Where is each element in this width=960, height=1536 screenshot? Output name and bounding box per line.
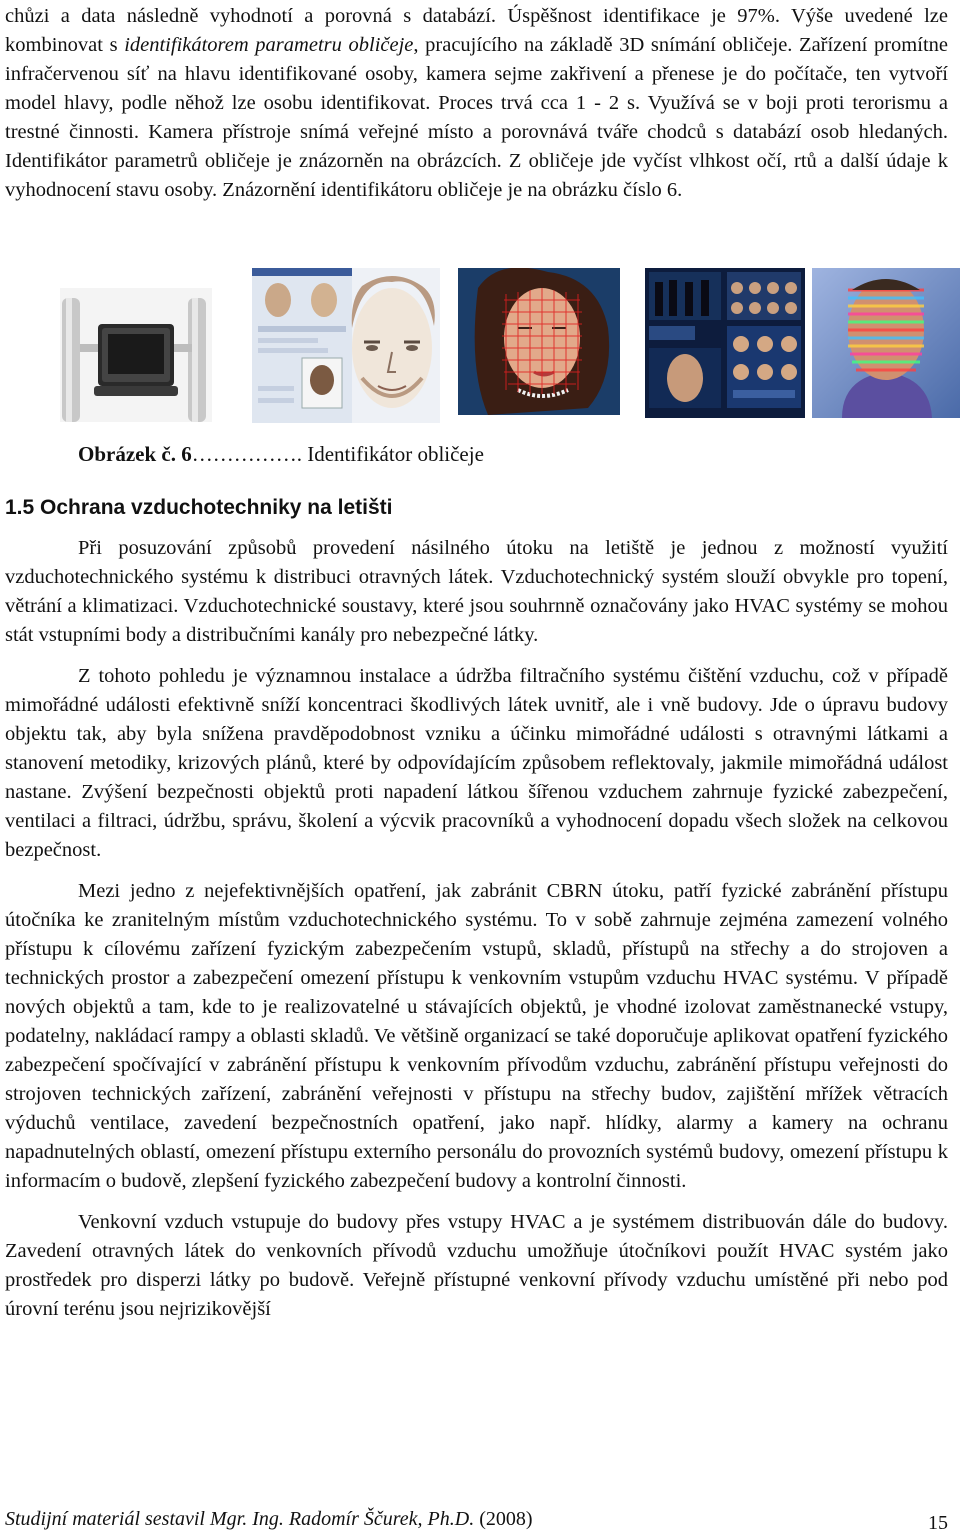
intro-text-end: , pracujícího na základě 3D snímání obličeje. Zařízení promítne infračervenou síť na hlavu identifikované osoby, kamera sejme zakřivení a přenese je do počítače, ten vytvoří model hlavy, podle něhož lze osobu identifikovat. Proces trvá cca 1 - 2 s. Využívá se v boji proti terorismu a trestné činnosti. Kamera přístroje snímá veřejné místo a porovnává tváře chodců s databází osob hledaných. Identifikátor parametrů obličeje je znázorněn na obrázcích. Z obličeje jde vyčíst vlhkost očí, rtů a další údaje k vyhodnocení stavu osoby. Znázornění identifikátoru obličeje je na obrázku číslo 6. <box>5 34 948 201</box>
figure-6-images <box>60 268 960 428</box>
figure-caption-dots: ……………. <box>191 442 302 466</box>
face-3d-scan-image <box>812 268 960 418</box>
face-database-screen-image <box>645 268 805 418</box>
body-paragraph: Při posuzování způsobů provedení násilného útoku na letiště je jednou z možností využití vzduchotechnického systému k distribuci otravných látek. Vzduchotechnický systém slouží obvykle pro topení, větrání a klimatizaci. Vzduchotechnické soustavy, které jsou souhrnně označovány jako HVAC systémy se mohou stát vstupními body a distribučními kanály pro nebezpečné látky. <box>5 537 948 646</box>
section-heading: 1.5 Ochrana vzduchotechniky na letišti <box>5 496 393 519</box>
intro-italic-term: identifikátorem parametru obličeje <box>124 34 414 56</box>
body-paragraph: Z tohoto pohledu je významnou instalace a údržba filtračního systému čištění vzduchu, což v případě mimořádné události efektivně sníží koncentraci škodlivých látek uvnitř, ale i vně budovy. Jde o úpravu budovy objektu tak, aby byla snížena pravděpodobnost vzniku a účinku mimořádné události s otravnými látkami a stanovení metodiky, krizových plánů, které by odpovídajícím způsobem reflektovaly, jakmile mimořádná událost nastane. Zvýšení bezpečnosti objektů proti napadení látkou šířenou vzduchem zahrnuje fyzické zabezpečení, ventilaci a filtraci, údržbu, správu, školení a výcvik pracovníků a vyhodnocení dopadu všech složek na celkovou bezpečnost. <box>5 665 948 861</box>
body-paragraph: Venkovní vzduch vstupuje do budovy přes vstupy HVAC a je systémem distribuován dále do budovy. Zavedení otravných látek do venkovních přívodů vzduchu umožňuje útočníkovi použít HVAC systém jako prostředek pro disperzi látky po budově. Veřejně přístupné venkovní přívody vzduchu umístěné při nebo pod úrovní terénu jsou nejrizikovější <box>5 1211 948 1320</box>
figure-caption-text: Identifikátor obličeje <box>301 442 484 466</box>
face-identifier-device-image <box>60 288 212 422</box>
footer-year: (2008) <box>474 1508 533 1530</box>
intro-paragraph <box>5 2 948 205</box>
face-grid-mapping-image <box>458 268 620 415</box>
page-footer <box>5 1508 948 1536</box>
intro-text-start: chůzi a data následně vyhodnotí a porovná s databází. Úspěšnost identifikace je 97%. Výše uvedené lze kombinovat s <box>5 5 948 56</box>
page-number: 15 <box>928 1512 948 1534</box>
body-paragraph: Mezi jedno z nejefektivnějších opatření, jak zabránit CBRN útoku, patří fyzické zabránění přístupu útočníka ke zranitelným místům vzduchotechnického systému. To v sobě zahrnuje zejména zamezení volného přístupu k cílovému zařízení fyzickým zabezpečením vstupů, skladů, přístupů na střechy a do strojoven a technických prostor a zabezpečení omezení přístupu k venkovním vstupům vzduchu HVAC systému. V případě nových objektů a tam, kde to je realizovatelné u stávajících objektů, je vhodné izolovat zaměstnanecké vstupy, podatelny, nakládací rampy a oblasti skladů. Ve většině organizací se také doporučuje aplikovat opatření fyzického zabezpečení spočívající v zabránění přístupu k venkovním přívodům vzduchu, zabránění přístupu veřejnosti do strojoven technických zařízení, zabránění veřejnosti v přístupu na střechy budov, zajištění mřížek větracích výduchů ventilace, zavedení bezpečnostních opatření, jako např. hlídky, alarmy a kamery na ochranu napadnutelných oblastí, omezení přístupu externího personálu do provozních systémů budovy, omezení přístupu k informacím o budově, zlepšení fyzického zabezpečení budovy a kontrolní činnosti. <box>5 880 948 1192</box>
section-body <box>5 534 948 1324</box>
figure-label: Obrázek č. 6 <box>78 442 192 466</box>
identikit-software-image <box>252 268 440 423</box>
figure-caption <box>78 440 484 468</box>
footer-credit <box>5 1508 533 1531</box>
footer-author: Studijní materiál sestavil Mgr. Ing. Radomír Ščurek, Ph.D. <box>5 1508 475 1530</box>
